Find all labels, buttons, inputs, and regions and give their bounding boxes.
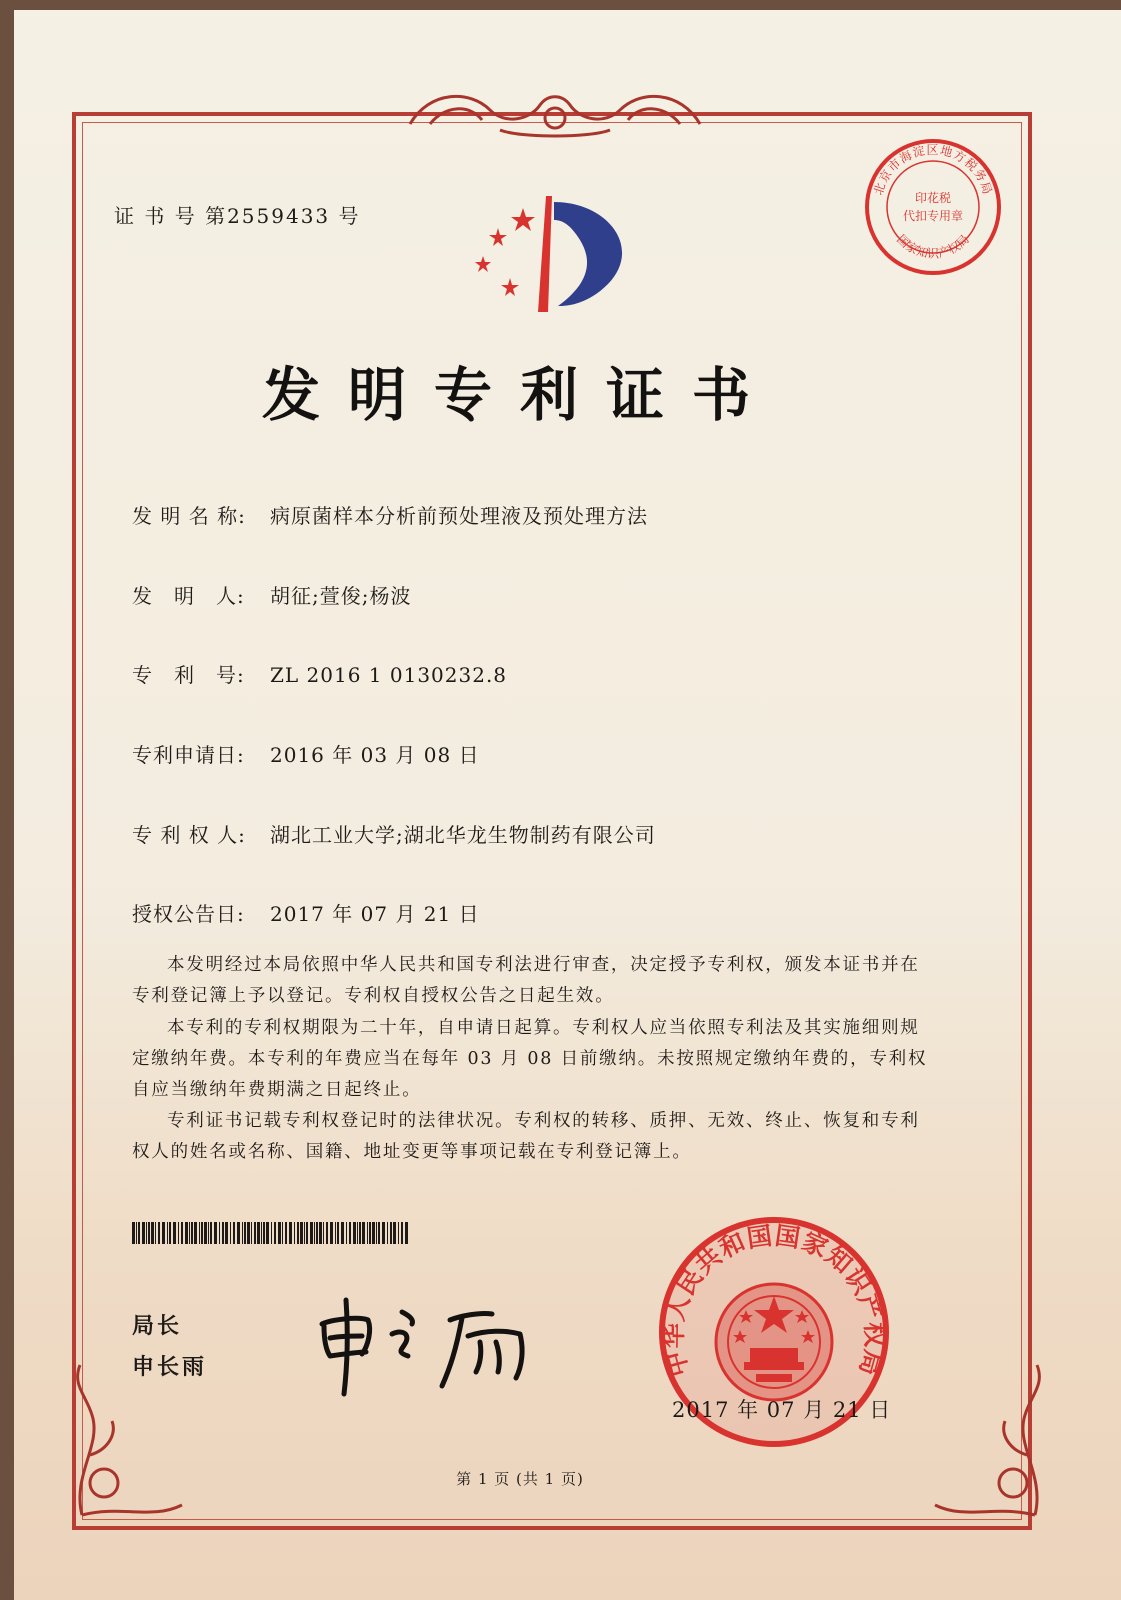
barcode-bar [393,1222,396,1244]
barcode-bar [233,1222,235,1244]
barcode-bar [341,1222,344,1244]
barcode-bar [189,1222,190,1244]
barcode-bar [390,1222,392,1244]
barcode-bar [304,1222,305,1244]
barcode-bar [191,1222,193,1244]
barcode-bar [271,1222,272,1244]
certificate-number: 证 书 号 第2559433 号 [114,204,361,228]
barcode-bar [194,1222,197,1244]
barcode [132,1222,410,1244]
tax-stamp-seal [862,136,1004,278]
barcode-bar [405,1222,408,1244]
field-grant-date [132,898,480,927]
field-patent-number [132,659,507,688]
barcode-bar [294,1222,295,1244]
barcode-bar [199,1222,200,1244]
barcode-bar [330,1222,333,1244]
barcode-bar [162,1222,165,1244]
barcode-bar [282,1222,283,1244]
barcode-bar [142,1222,145,1244]
barcode-bar [353,1222,356,1244]
barcode-bar [237,1222,240,1244]
barcode-bar [346,1222,347,1244]
barcode-bar [310,1222,313,1244]
issue-date: 2017 年 07 月 21 日 [672,1398,892,1422]
barcode-bar [204,1222,207,1244]
barcode-bar [244,1222,246,1244]
barcode-bar [230,1222,231,1244]
top-ornament [390,80,720,140]
svg-text:北京市海淀区地方税务局 [871,142,995,197]
field-invention-name [132,500,648,529]
director-signature [310,1290,550,1400]
barcode-bar [266,1222,269,1244]
field-label: 发 明 名 称: [132,504,246,528]
barcode-bar [297,1222,299,1244]
barcode-bar [208,1222,209,1244]
barcode-bar [372,1222,375,1244]
field-patentee [132,819,656,848]
barcode-bar [398,1222,399,1244]
barcode-bar [376,1222,377,1244]
barcode-bar [132,1222,135,1244]
tax-stamp-inner-line1: 印花税 [914,191,952,205]
tax-stamp-bottom-text: 国家知识产权局 [894,232,972,261]
barcode-bar [242,1222,243,1244]
barcode-bar [289,1222,292,1244]
barcode-bar [155,1222,156,1244]
patent-office-logo [468,188,638,318]
barcode-bar [254,1222,256,1244]
barcode-bar [387,1222,388,1244]
barcode-bar [326,1222,328,1244]
body-paragraph-1: 本发明经过本局依照中华人民共和国专利法进行审查，决定授予专利权，颁发本证书并在专利登记簿上予以登记。专利权自授权公告之日起生效。 [132,955,920,1006]
barcode-bar [285,1222,287,1244]
barcode-bar [181,1222,183,1244]
barcode-bar [278,1222,281,1244]
barcode-bar [247,1222,250,1244]
bottom-right-ornament [925,1355,1055,1525]
barcode-bar [300,1222,303,1244]
barcode-bar [146,1222,147,1244]
svg-text:国家知识产权局 [894,232,972,261]
barcode-bar [319,1222,322,1244]
body-paragraph-2: 本专利的专利权期限为二十年，自申请日起算。专利权人应当依照专利法及其实施细则规定缴纳年费。本专利的年费应当在每年 03 月 08 日前缴纳。未按照规定缴纳年费的，专利权自应当缴纳年费期满之日起终止。 [132,1018,928,1100]
body-paragraph-3: 专利证书记载专利权登记时的法律状况。专利权的转移、质押、无效、终止、恢复和专利权人的姓名或名称、国籍、地址变更等事项记载在专利登记簿上。 [132,1111,920,1162]
barcode-bar [219,1222,220,1244]
barcode-bar [257,1222,260,1244]
field-application-date [132,739,480,768]
barcode-bar [357,1222,358,1244]
barcode-bar [251,1222,252,1244]
barcode-bar [323,1222,324,1244]
seal-arc-text: 中华人民共和国国家知识产权局 [658,1220,890,1380]
field-label: 授权公告日: [132,902,245,926]
barcode-bar [367,1222,368,1244]
barcode-bar [136,1222,137,1244]
barcode-bar [210,1222,212,1244]
barcode-bar [173,1222,176,1244]
page-number: 第 1 页 (共 1 页) [456,1470,584,1488]
barcode-bar [378,1222,380,1244]
tax-stamp-outer-text: 北京市海淀区地方税务局 [871,142,995,197]
national-emblem-icon [716,1284,832,1400]
field-label: 发 明 人: [132,584,245,608]
field-label: 专利申请日: [132,743,245,767]
field-value: ZL 2016 1 0130232.8 [270,663,508,687]
barcode-bar [359,1222,361,1244]
barcode-bar [225,1222,228,1244]
barcode-bar [382,1222,385,1244]
field-label: 专 利 号: [132,663,245,687]
tax-stamp-inner-line2: 代扣专用章 [902,209,964,223]
barcode-bar [349,1222,351,1244]
barcode-bar [335,1222,336,1244]
barcode-bar [261,1222,262,1244]
barcode-bar [222,1222,224,1244]
barcode-bar [401,1222,403,1244]
barcode-bar [214,1222,217,1244]
barcode-bar [263,1222,265,1244]
barcode-bar [167,1222,168,1244]
barcode-bar [178,1222,179,1244]
field-inventors [132,580,411,609]
barcode-bar [337,1222,339,1244]
barcode-bar [362,1222,365,1244]
barcode-bar [148,1222,150,1244]
director-title: 局长 [132,1313,183,1339]
barcode-bar [369,1222,371,1244]
barcode-bar [201,1222,203,1244]
field-value: 病原菌样本分析前预处理液及预处理方法 [270,504,648,528]
barcode-bar [158,1222,160,1244]
barcode-bar [138,1222,140,1244]
field-value: 2016 年 03 月 08 日 [270,743,480,767]
director-name: 申长雨 [132,1354,208,1380]
barcode-bar [274,1222,276,1244]
barcode-bar [169,1222,171,1244]
field-value: 2017 年 07 月 21 日 [270,902,480,926]
barcode-bar [151,1222,154,1244]
barcode-bar [316,1222,318,1244]
barcode-bar [306,1222,308,1244]
field-label: 专 利 权 人: [132,823,246,847]
certificate-title: 发明专利证书 [261,361,778,429]
field-value: 湖北工业大学;湖北华龙生物制药有限公司 [270,823,656,847]
barcode-bar [314,1222,315,1244]
field-value: 胡征;萱俊;杨波 [270,584,412,608]
barcode-bar [185,1222,188,1244]
